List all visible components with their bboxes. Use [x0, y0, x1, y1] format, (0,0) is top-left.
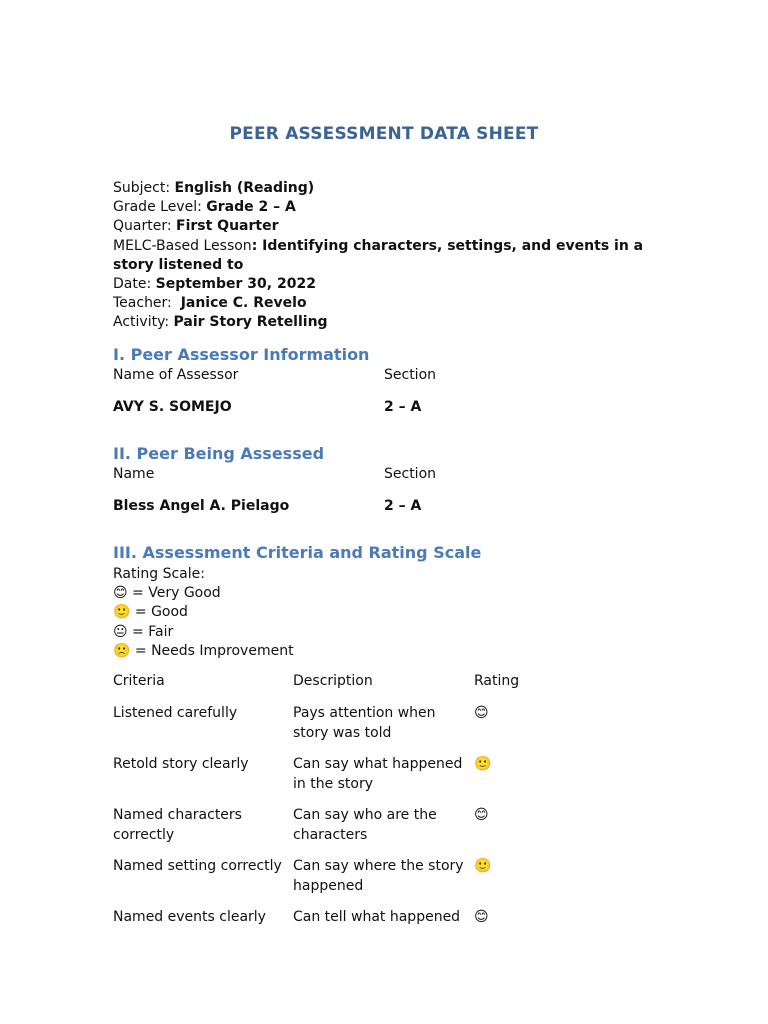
date-label: Date:: [113, 276, 156, 293]
grade-label: Grade Level:: [113, 199, 207, 216]
description-cell: Pays attention when story was told: [293, 705, 436, 741]
scale-needs-improvement: 🙁 = Needs Improvement: [113, 642, 294, 659]
subject-value: English (Reading): [174, 180, 315, 196]
table-row: [113, 908, 673, 948]
scale-fair: 😐 = Fair: [113, 623, 174, 640]
table-row: [113, 704, 673, 755]
rating-header: Rating: [474, 673, 520, 689]
description-header: Description: [293, 673, 373, 689]
scale-good: 🙂 = Good: [113, 604, 188, 621]
criteria-table: [113, 672, 673, 948]
lesson-value: : Identifying characters, settings, and events in a story listened to: [113, 237, 644, 273]
teacher-value: Janice C. Revelo: [180, 295, 307, 312]
subject-line: [113, 179, 653, 198]
criteria-header: Criteria: [113, 673, 165, 689]
table-row: [113, 806, 673, 857]
rating-cell: 😊: [474, 909, 489, 925]
rating-scale-label: Rating Scale:: [113, 566, 205, 582]
assessor-section-header: Section: [384, 367, 437, 383]
grade-value: Grade 2 – A: [206, 199, 296, 216]
assessed-section-header: Section: [384, 466, 437, 482]
activity-label: Activity:: [113, 314, 174, 331]
lesson-label: MELC-Based Lesson: [113, 237, 252, 254]
lesson-line: [113, 237, 653, 275]
teacher-line: [113, 294, 653, 313]
date-line: [113, 275, 653, 294]
quarter-label: Quarter:: [113, 218, 177, 235]
rating-scale: [113, 565, 294, 661]
date-value: September 30, 2022: [155, 276, 316, 293]
criteria-cell: Listened carefully: [113, 705, 238, 721]
section1-heading: I. Peer Assessor Information: [113, 345, 370, 364]
table-row: [113, 857, 673, 908]
activity-line: [113, 313, 653, 332]
criteria-cell: Named setting correctly: [113, 858, 282, 874]
scale-very-good: 😊 = Very Good: [113, 585, 221, 602]
grade-line: [113, 198, 653, 217]
quarter-value: First Quarter: [176, 218, 279, 235]
info-block: [113, 179, 653, 333]
section3-heading: III. Assessment Criteria and Rating Scale: [113, 543, 482, 562]
quarter-line: [113, 217, 653, 236]
assessor-name-header: Name of Assessor: [113, 367, 239, 383]
rating-cell: 😊: [474, 807, 489, 823]
criteria-cell: Named characters correctly: [113, 807, 242, 843]
criteria-cell: Named events clearly: [113, 909, 266, 925]
activity-value: Pair Story Retelling: [173, 314, 328, 331]
page-title: PEER ASSESSMENT DATA SHEET: [229, 124, 539, 144]
rating-cell: 😊: [474, 705, 489, 721]
rating-cell: 🙂: [474, 858, 492, 874]
criteria-cell: Retold story clearly: [113, 756, 249, 772]
rating-cell: 🙂: [474, 756, 492, 772]
description-cell: Can say where the story happened: [293, 858, 464, 894]
section2-heading: II. Peer Being Assessed: [113, 444, 325, 463]
assessed-name-header: Name: [113, 466, 155, 482]
subject-label: Subject:: [113, 180, 175, 196]
teacher-label: Teacher:: [113, 295, 181, 312]
description-cell: Can say who are the characters: [293, 807, 437, 843]
assessed-section-value: 2 – A: [384, 498, 422, 514]
description-cell: Can say what happened in the story: [293, 756, 463, 792]
assessed-name-value: Bless Angel A. Pielago: [113, 498, 290, 514]
table-row: [113, 755, 673, 806]
assessor-name-value: AVY S. SOMEJO: [113, 399, 232, 415]
assessor-section-value: 2 – A: [384, 399, 422, 415]
table-header-row: [113, 672, 673, 704]
description-cell: Can tell what happened: [293, 909, 461, 925]
